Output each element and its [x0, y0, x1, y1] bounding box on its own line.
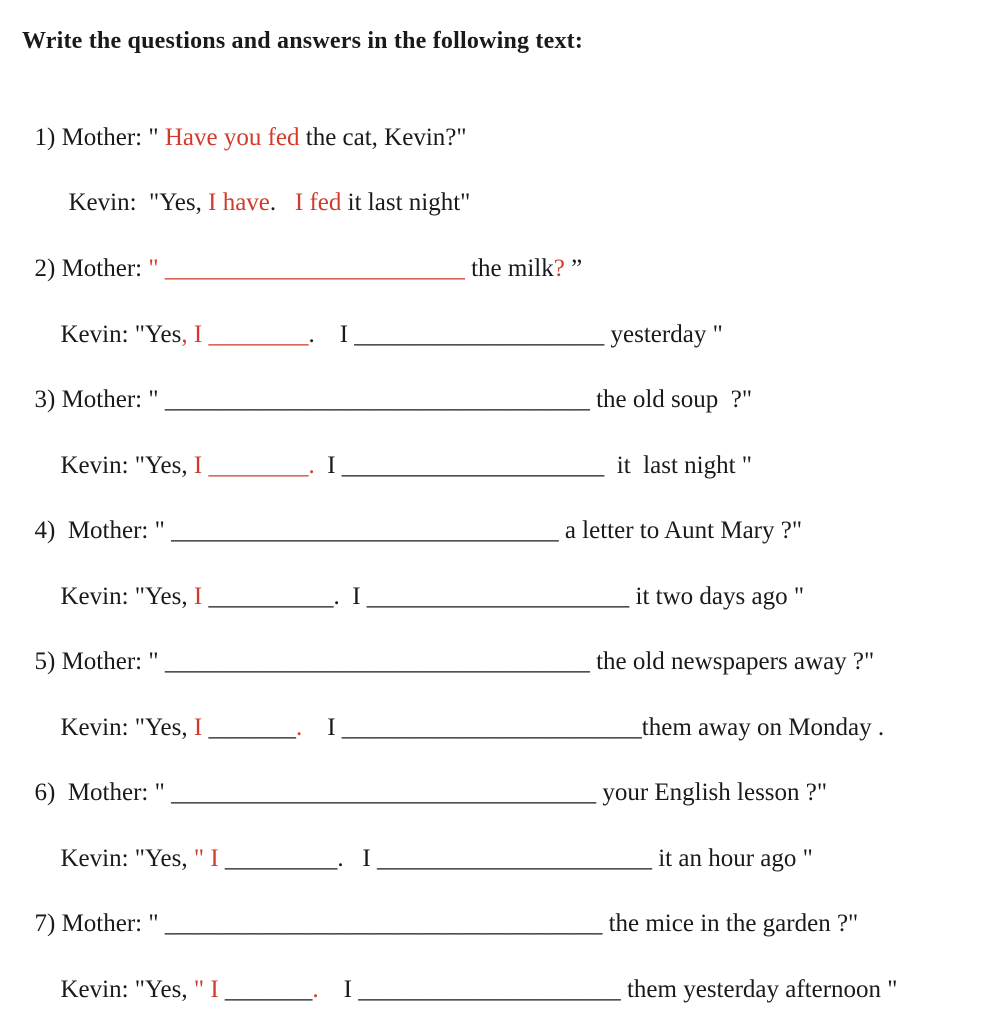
- answer-4-line: [48, 552, 804, 612]
- question-1-answer: Have you fed: [164, 124, 300, 151]
- answer-6-line: [48, 814, 813, 874]
- question-5-line: [22, 617, 874, 677]
- question-2-line: [22, 224, 582, 284]
- question-2-close: ”: [564, 255, 583, 282]
- answer-2-prefix: Kevin: "Yes: [60, 321, 182, 348]
- answer-1-suffix: it last night": [341, 189, 471, 216]
- answer-7-line: [48, 945, 898, 1005]
- question-4-line: [22, 486, 802, 546]
- answer-1-verb: I fed: [294, 189, 342, 216]
- answer-1-short: I have: [208, 189, 270, 216]
- question-2-blank: " ________________________: [148, 255, 472, 282]
- answer-5-prefix: Kevin: "Yes,: [60, 714, 194, 741]
- question-2-mark: ?: [553, 255, 565, 282]
- answer-2-line: [48, 290, 723, 350]
- question-4-text: 4) Mother: " _______________________________ a letter to Aunt Mary ?": [34, 517, 803, 544]
- answer-7-period: .: [312, 976, 319, 1003]
- answer-5-suffix: I ________________________them away on Monday .: [302, 714, 885, 741]
- answer-7-suffix: I _____________________ them yesterday afternoon ": [318, 976, 898, 1003]
- answer-1-prefix: Kevin: "Yes,: [68, 189, 209, 216]
- answer-4-prefix: Kevin: "Yes,: [60, 583, 194, 610]
- question-6-text: 6) Mother: " __________________________________ your English lesson ?": [34, 779, 828, 806]
- answer-2-suffix: . I ____________________ yesterday ": [308, 321, 723, 348]
- question-1-line: [22, 93, 467, 153]
- answer-6-suffix: _________. I ______________________ it an hour ago ": [218, 845, 813, 872]
- question-7-text: 7) Mother: " ___________________________________ the mice in the garden ?": [34, 910, 859, 937]
- answer-3-prefix: Kevin: "Yes,: [60, 452, 194, 479]
- question-1-suffix: the cat, Kevin?": [299, 124, 467, 151]
- answer-5-pronoun: I: [193, 714, 203, 741]
- worksheet-heading: Write the questions and answers in the following text:: [22, 28, 584, 54]
- question-5-text: 5) Mother: " __________________________________ the old newspapers away ?": [34, 648, 875, 675]
- answer-7-prefix: Kevin: "Yes,: [60, 976, 194, 1003]
- question-6-line: [22, 748, 827, 808]
- answer-2-short: , I ________: [181, 321, 309, 348]
- answer-4-pronoun: I: [193, 583, 203, 610]
- question-3-line: [22, 355, 752, 415]
- answer-6-pronoun: " I: [193, 845, 219, 872]
- answer-3-short: I ________.: [193, 452, 315, 479]
- question-2-object: the milk: [471, 255, 554, 282]
- answer-1-line: [56, 158, 470, 218]
- answer-5-blank: _______: [202, 714, 296, 741]
- question-3-text: 3) Mother: " __________________________________ the old soup ?": [34, 386, 753, 413]
- answer-3-suffix: I _____________________ it last night ": [314, 452, 752, 479]
- question-2-prefix: 2) Mother:: [34, 255, 149, 282]
- answer-6-prefix: Kevin: "Yes,: [60, 845, 194, 872]
- question-1-prefix: 1) Mother: ": [34, 124, 165, 151]
- answer-7-blank: _______: [218, 976, 313, 1003]
- answer-1-sep: .: [269, 189, 295, 216]
- answer-4-suffix: __________. I _____________________ it two days ago ": [202, 583, 805, 610]
- answer-7-pronoun: " I: [193, 976, 219, 1003]
- answer-5-period: .: [295, 714, 303, 741]
- question-7-line: [22, 879, 858, 939]
- answer-3-line: [48, 421, 752, 481]
- answer-5-line: [48, 683, 884, 743]
